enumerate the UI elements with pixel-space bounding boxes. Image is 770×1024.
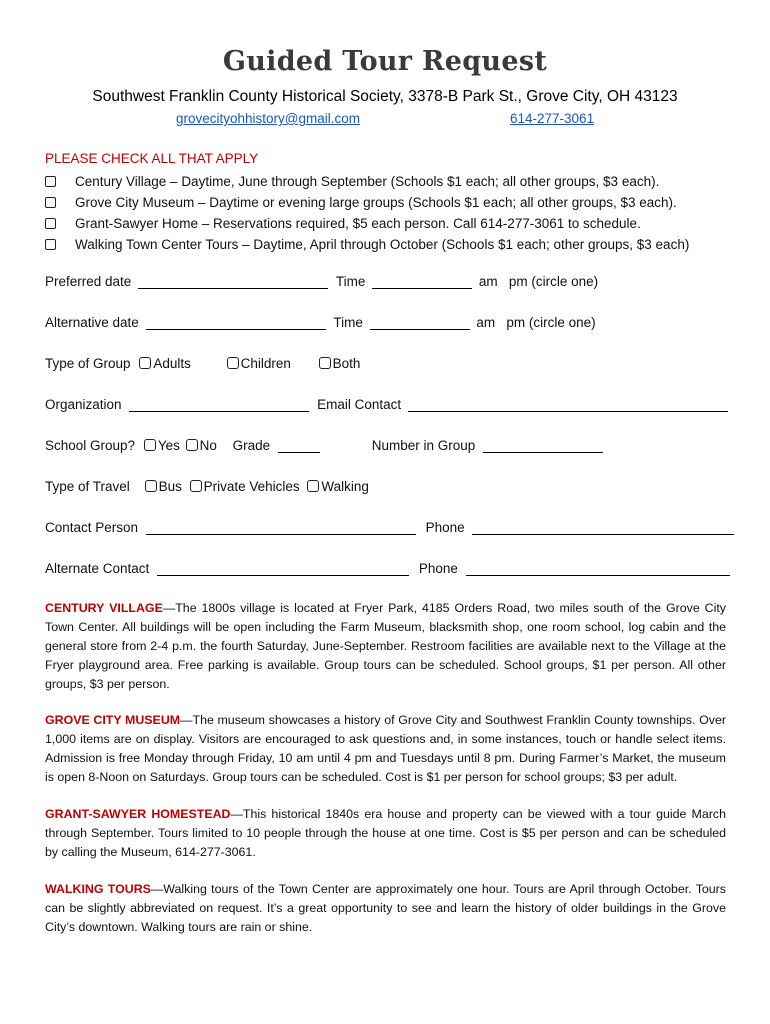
- email-contact-label: Email Contact: [317, 397, 402, 412]
- number-in-group-field[interactable]: [483, 438, 603, 453]
- children-label: Children: [240, 356, 291, 371]
- private-vehicles-label: Private Vehicles: [203, 479, 300, 494]
- grade-field[interactable]: [278, 438, 320, 453]
- number-in-group-label: Number in Group: [371, 438, 476, 453]
- tour-option-label: Grant-Sawyer Home – Reservations required, $5 each person. Call 614-277-3061 to schedule.: [75, 216, 641, 231]
- preferred-date-field[interactable]: [138, 274, 328, 289]
- alternative-date-field[interactable]: [146, 315, 326, 330]
- walking-label: Walking: [321, 479, 369, 494]
- yes-label: Yes: [157, 438, 180, 453]
- adults-checkbox[interactable]: [139, 357, 151, 369]
- preferred-date-row: [45, 274, 598, 292]
- walking-tours-description: [45, 880, 726, 937]
- no-checkbox[interactable]: [186, 439, 198, 451]
- travel-type-row: [45, 479, 369, 497]
- description-heading: GRANT-SAWYER HOMESTEAD: [45, 807, 231, 821]
- phone-link[interactable]: 614-277-3061: [510, 111, 595, 126]
- tour-option: [45, 192, 689, 213]
- tour-option-label: Grove City Museum – Daytime or evening large groups (Schools $1 each; all other groups, $3 each).: [75, 195, 677, 210]
- preferred-time-field[interactable]: [372, 274, 472, 289]
- adults-label: Adults: [153, 356, 191, 371]
- both-label: Both: [332, 356, 361, 371]
- tour-option-label: Walking Town Center Tours – Daytime, April through October (Schools $1 each; other groups, $3 each): [75, 237, 690, 252]
- contact-person-row: [45, 520, 734, 538]
- description-text: —The museum showcases a history of Grove City and Southwest Franklin County townships. Over 1,000 items are on display. Visitors are encouraged to ask questions and, in some instances, touch or handle select items. Admission is free Monday through Friday, 10 am until 4 pm and Tuesdays until 8 pm. During Farmer’s Market, the museum is open 8-Noon on Saturdays. Group tours can be scheduled. Cost is $1 per person for school groups; $3 per adult.: [45, 713, 726, 784]
- grove-city-museum-description: [45, 711, 726, 787]
- organization-label: Organization: [45, 397, 122, 412]
- travel-type-label: Type of Travel: [45, 479, 130, 494]
- school-group-row: [45, 438, 603, 456]
- grade-label: Grade: [232, 438, 271, 453]
- group-type-row: [45, 356, 360, 374]
- page-title: Guided Tour Request: [222, 46, 548, 77]
- contact-person-field[interactable]: [146, 520, 416, 535]
- tour-option-checkbox[interactable]: [45, 176, 56, 187]
- tour-option-checkbox[interactable]: [45, 239, 56, 250]
- yes-checkbox[interactable]: [144, 439, 156, 451]
- no-label: No: [199, 438, 217, 453]
- description-heading: GROVE CITY MUSEUM: [45, 713, 181, 727]
- alternative-date-label: Alternative date: [45, 315, 139, 330]
- private-vehicles-checkbox[interactable]: [190, 480, 202, 492]
- bus-label: Bus: [158, 479, 182, 494]
- alternate-phone-field[interactable]: [466, 561, 730, 576]
- description-heading: CENTURY VILLAGE: [45, 601, 163, 615]
- am-pm-label: am pm (circle one): [478, 274, 599, 289]
- email-link[interactable]: grovecityohhistory@gmail.com: [176, 111, 361, 126]
- grant-sawyer-description: [45, 805, 726, 862]
- alternative-date-row: [45, 315, 596, 333]
- tour-option-label: Century Village – Daytime, June through September (Schools $1 each; all other groups, $3 each).: [75, 174, 660, 189]
- alternate-contact-row: [45, 561, 730, 579]
- society-address: Southwest Franklin County Historical Society, 3378-B Park St., Grove City, OH 43123: [92, 88, 678, 105]
- email-contact-field[interactable]: [408, 397, 728, 412]
- time-label: Time: [333, 315, 363, 330]
- organization-field[interactable]: [129, 397, 309, 412]
- description-heading: WALKING TOURS: [45, 882, 151, 896]
- tour-option: [45, 213, 689, 234]
- am-pm-label: am pm (circle one): [476, 315, 596, 330]
- time-label: Time: [335, 274, 366, 289]
- description-text: —The 1800s village is located at Fryer Park, 4185 Orders Road, two miles south of the Grove City Town Center. All buildings will be open including the Farm Museum, blacksmith shop, one room school, log cabin and the general store from 2-4 p.m. the fourth Saturday, June-September. Restroom facilities are available next to the Village at the Fryer playground area. Free parking is available. Group tours can be scheduled. School groups, $1 per person. All other groups, $3 per person.: [45, 601, 727, 691]
- group-type-label: Type of Group: [45, 356, 131, 371]
- preferred-date-label: Preferred date: [45, 274, 132, 289]
- check-all-heading: PLEASE CHECK ALL THAT APPLY: [45, 151, 259, 166]
- description-text: —Walking tours of the Town Center are approximately one hour. Tours are April through October. Tours can be slightly abbreviated on request. It’s a great opportunity to see and learn the history of older buildings in the Grove City’s downtown. Walking tours are rain or shine.: [45, 882, 727, 934]
- tour-option-checkbox[interactable]: [45, 218, 56, 229]
- contact-person-label: Contact Person: [45, 520, 139, 535]
- phone-label: Phone: [418, 561, 458, 576]
- alternate-contact-field[interactable]: [157, 561, 409, 576]
- description-text: —This historical 1840s era house and property can be viewed with a tour guide March through September. Tours limited to 10 people through the house at one time. Cost is $5 per person and can be scheduled by calling the Museum, 614-277-3061.: [45, 807, 726, 859]
- both-checkbox[interactable]: [319, 357, 331, 369]
- alternative-time-field[interactable]: [370, 315, 470, 330]
- alternate-contact-label: Alternate Contact: [45, 561, 150, 576]
- contact-phone-field[interactable]: [472, 520, 734, 535]
- tour-option: [45, 234, 689, 255]
- phone-label: Phone: [425, 520, 465, 535]
- school-group-label: School Group?: [45, 438, 136, 453]
- children-checkbox[interactable]: [227, 357, 239, 369]
- tour-option: [45, 171, 689, 192]
- organization-row: [45, 397, 728, 415]
- tour-option-checkbox[interactable]: [45, 197, 56, 208]
- bus-checkbox[interactable]: [145, 480, 157, 492]
- century-village-description: [45, 599, 726, 694]
- walking-checkbox[interactable]: [307, 480, 319, 492]
- tour-options-list: [45, 171, 689, 255]
